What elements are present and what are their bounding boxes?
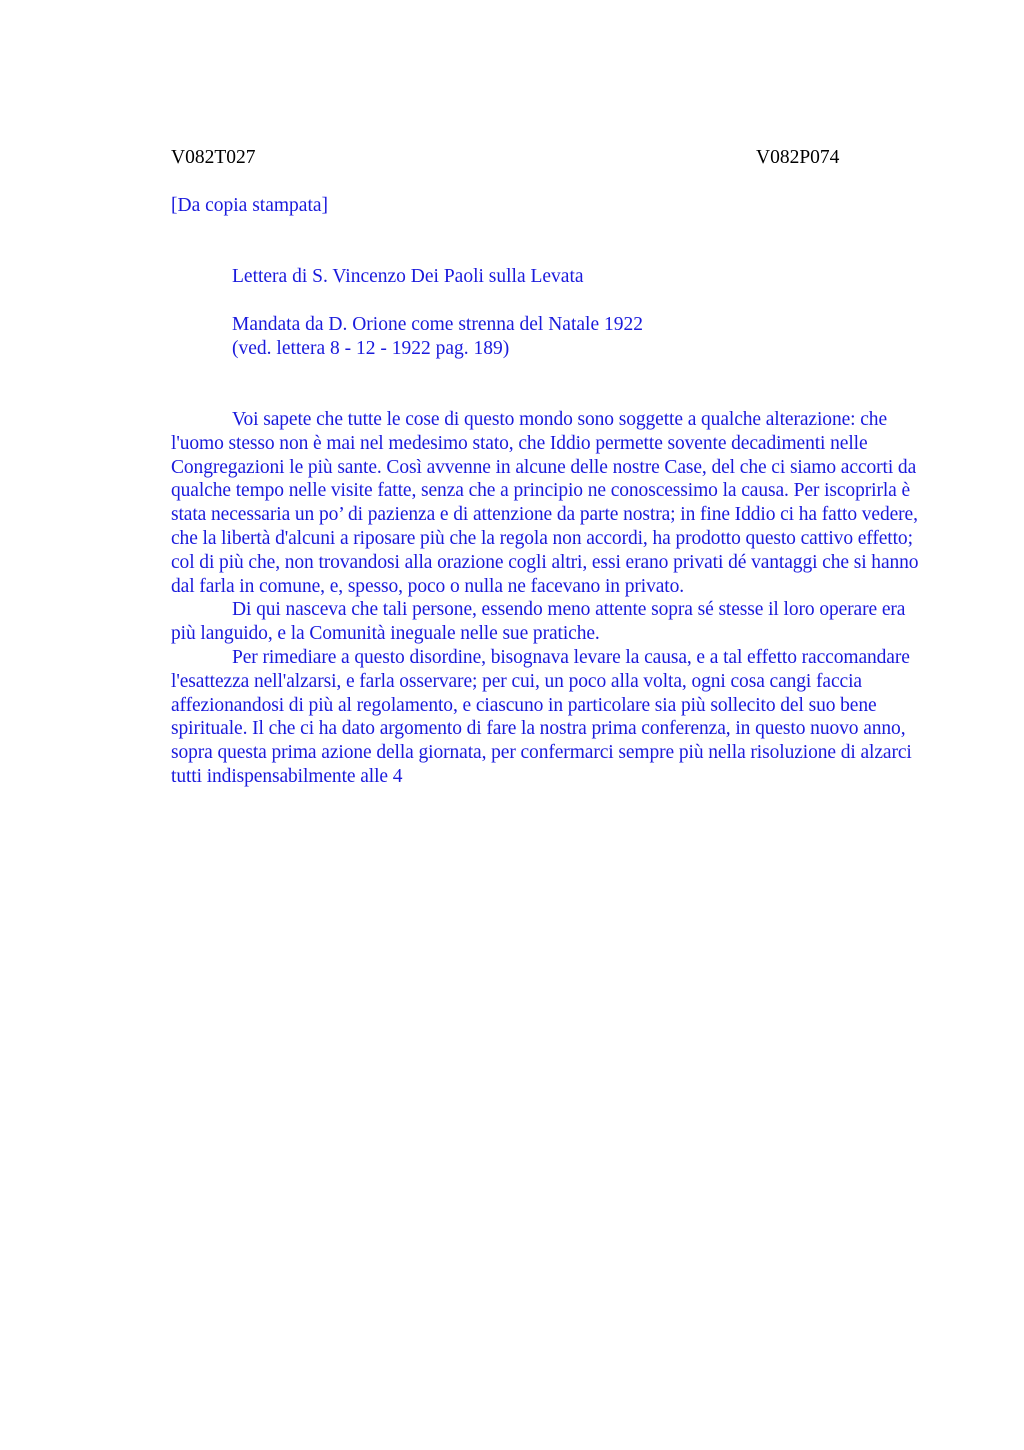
body-paragraph-3: Per rimediare a questo disordine, bisognava levare la causa, e a tal effetto raccomandare l'esattezza nell'alzarsi, e farla osservare; per cui, un poco alla volta, ogni cosa cangi faccia affezionandosi di più al regolamento, e ciascuno in particolare sia più sollecito del suo bene spirituale. Il che ci ha dato argomento di fare la nostra prima conferenza, in questo nuovo anno, sopra questa prima azione della giornata, per confermarci sempre più nella risoluzione di alzarci tutti indispensabilmente alle 4	[171, 646, 912, 787]
body-paragraph-2: Di qui nasceva che tali persone, essendo meno attente sopra sé stesse il loro operare era più languido, e la Comunità ineguale nelle sue pratiche.	[171, 599, 906, 645]
letter-body	[171, 408, 926, 789]
subtitle-line-2: (ved. lettera 8 - 12 - 1922 pag. 189)	[232, 337, 510, 359]
subtitle-line-1: Mandata da D. Orione come strenna del Natale 1922	[232, 314, 643, 335]
letter-title: Lettera di S. Vincenzo Dei Paoli sulla Levata	[232, 266, 584, 287]
source-note: [Da copia stampata]	[171, 195, 329, 216]
document-reference-code: V082T027	[171, 147, 256, 168]
page-reference-code: V082P074	[756, 147, 840, 168]
body-paragraph-1: Voi sapete che tutte le cose di questo mondo sono soggette a qualche alterazione: che l'uomo stesso non è mai nel medesimo stato, che Iddio permette sovente decadimenti nelle Congregazioni le più sante. Così avvenne in alcune delle nostre Case, del che ci siamo accorti da qualche tempo nelle visite fatte, senza che a principio ne conoscessimo la causa. Per iscoprirla è stata necessaria un po’ di pazienza e di attenzione da parte nostra; in fine Iddio ci ha fatto vedere, che la libertà d'alcuni a riposare più che la regola non accordi, ha prodotto questo cattivo effetto; col di più che, non trovandosi alla orazione cogli altri, essi erano privati dé vantaggi che si hanno dal farla in comune, e, spesso, poco o nulla ne facevano in privato.	[171, 409, 919, 597]
letter-subtitle	[232, 313, 643, 361]
